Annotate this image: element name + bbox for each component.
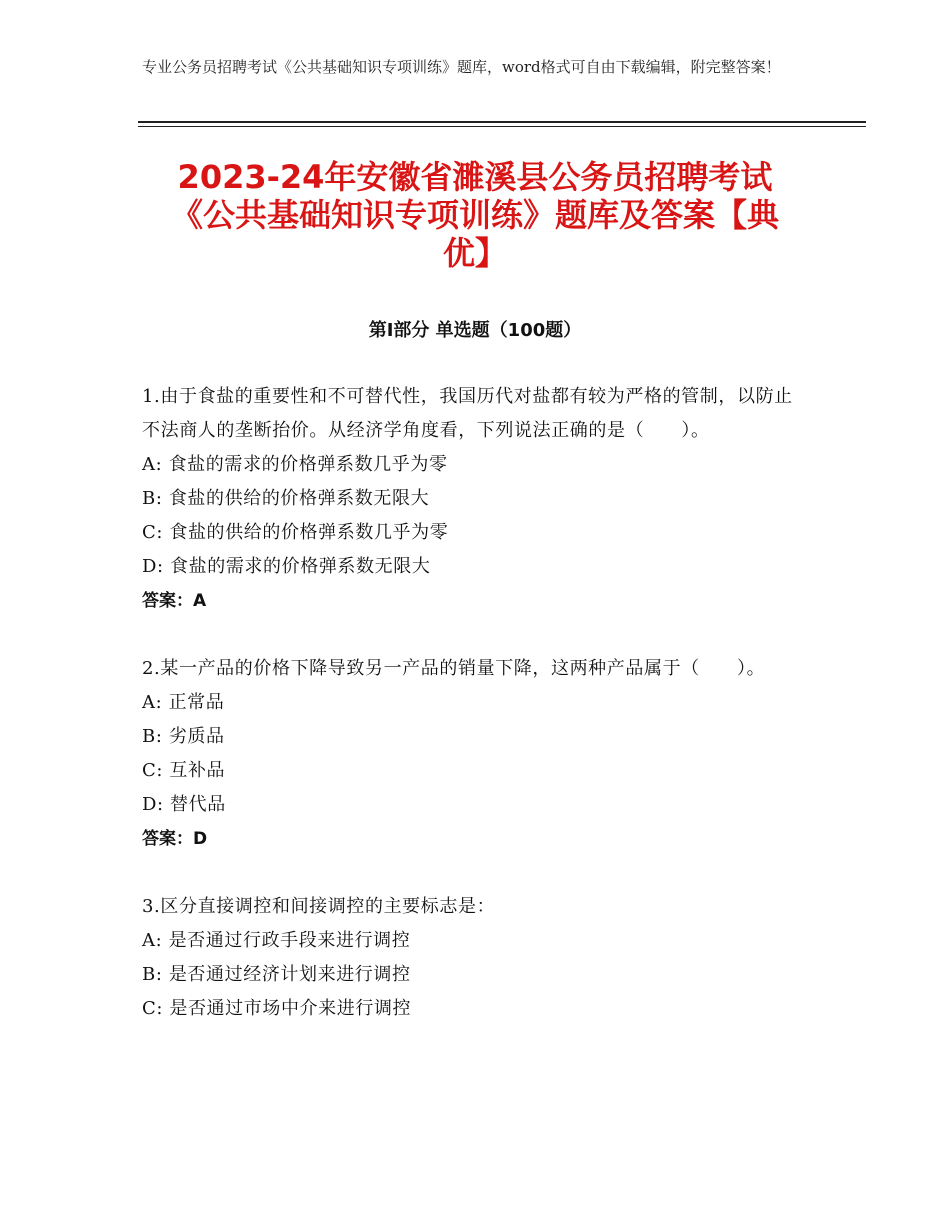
option-a: A: 食盐的需求的价格弹系数几乎为零 — [142, 454, 448, 475]
question-3 — [142, 890, 802, 1026]
question-stem: 1.由于食盐的重要性和不可替代性，我国历代对盐都有较为严格的管制，以防止不法商人的垄断抬价。从经济学角度看，下列说法正确的是（ ）。 — [142, 386, 793, 441]
option-b: B: 食盐的供给的价格弹系数无限大 — [142, 488, 430, 509]
answer: 答案：D — [142, 829, 208, 849]
header-divider-thin — [138, 126, 866, 127]
option-c: C: 是否通过市场中介来进行调控 — [142, 998, 412, 1019]
document-title: 2023-24年安徽省濉溪县公务员招聘考试《公共基础知识专项训练》题库及答案【典优】 — [170, 158, 779, 272]
question-stem: 2.某一产品的价格下降导致另一产品的销量下降，这两种产品属于（ ）。 — [142, 658, 766, 679]
question-stem: 3.区分直接调控和间接调控的主要标志是： — [142, 896, 496, 917]
option-b: B: 劣质品 — [142, 726, 225, 747]
option-d: D: 替代品 — [142, 794, 226, 815]
option-c: C: 互补品 — [142, 760, 226, 781]
option-c: C: 食盐的供给的价格弹系数几乎为零 — [142, 522, 449, 543]
option-a: A: 是否通过行政手段来进行调控 — [142, 930, 411, 951]
section-heading: 第Ⅰ部分 单选题（100题） — [368, 320, 582, 341]
question-list — [142, 380, 802, 1060]
header-divider-thick — [138, 121, 866, 123]
option-a: A: 正常品 — [142, 692, 225, 713]
question-1 — [142, 380, 802, 618]
question-2 — [142, 652, 802, 856]
option-b: B: 是否通过经济计划来进行调控 — [142, 964, 411, 985]
answer: 答案：A — [142, 591, 207, 611]
option-d: D: 食盐的需求的价格弹系数无限大 — [142, 556, 431, 577]
header-note: 专业公务员招聘考试《公共基础知识专项训练》题库，word格式可自由下载编辑，附完整答案！ — [142, 58, 781, 76]
